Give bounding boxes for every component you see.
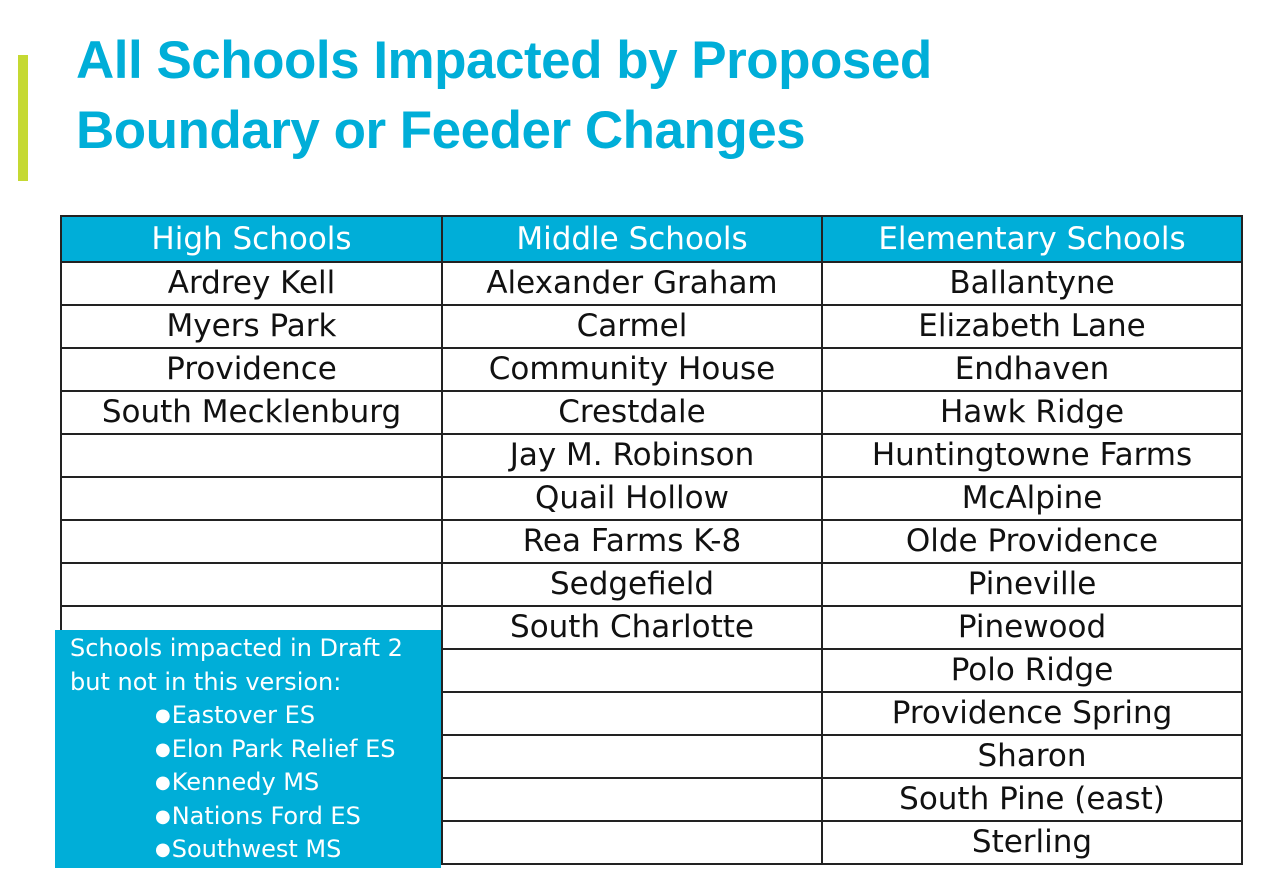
cell-high	[61, 563, 442, 606]
cell-elementary: Olde Providence	[822, 520, 1242, 563]
cell-elementary: Endhaven	[822, 348, 1242, 391]
cell-middle	[442, 649, 822, 692]
cell-elementary: Elizabeth Lane	[822, 305, 1242, 348]
cell-high: Ardrey Kell	[61, 262, 442, 305]
cell-elementary: Pineville	[822, 563, 1242, 606]
title-line-1: All Schools Impacted by Proposed	[76, 31, 932, 90]
cell-middle: Jay M. Robinson	[442, 434, 822, 477]
cell-high	[61, 477, 442, 520]
callout-line-1: Schools impacted in Draft 2	[70, 634, 403, 662]
table-row	[61, 477, 1242, 520]
header-elementary-schools: Elementary Schools	[822, 216, 1242, 262]
callout-line-2: but not in this version:	[70, 667, 342, 696]
cell-elementary: McAlpine	[822, 477, 1242, 520]
callout-item: ● Southwest MS	[155, 833, 441, 867]
cell-middle: South Charlotte	[442, 606, 822, 649]
cell-elementary: Sterling	[822, 821, 1242, 864]
cell-elementary: Huntingtowne Farms	[822, 434, 1242, 477]
page-title	[76, 26, 932, 166]
draft2-callout	[55, 630, 441, 868]
cell-elementary: Pinewood	[822, 606, 1242, 649]
callout-item: ● Eastover ES	[155, 699, 441, 733]
cell-middle: Crestdale	[442, 391, 822, 434]
cell-middle	[442, 735, 822, 778]
cell-elementary: Sharon	[822, 735, 1242, 778]
table-row	[61, 520, 1242, 563]
cell-middle	[442, 821, 822, 864]
cell-middle: Alexander Graham	[442, 262, 822, 305]
cell-middle: Quail Hollow	[442, 477, 822, 520]
table-row	[61, 305, 1242, 348]
cell-middle: Community House	[442, 348, 822, 391]
cell-high: South Mecklenburg	[61, 391, 442, 434]
table-row	[61, 262, 1242, 305]
cell-middle: Carmel	[442, 305, 822, 348]
cell-elementary: Polo Ridge	[822, 649, 1242, 692]
callout-item: ● Elon Park Relief ES	[155, 733, 441, 767]
table-row	[61, 348, 1242, 391]
cell-high: Providence	[61, 348, 442, 391]
cell-elementary: South Pine (east)	[822, 778, 1242, 821]
title-line-2: Boundary or Feeder Changes	[76, 101, 806, 160]
table-row	[61, 434, 1242, 477]
cell-high: Myers Park	[61, 305, 442, 348]
cell-middle	[442, 692, 822, 735]
header-high-schools: High Schools	[61, 216, 442, 262]
cell-elementary: Providence Spring	[822, 692, 1242, 735]
accent-bar	[18, 55, 28, 181]
cell-middle	[442, 778, 822, 821]
callout-item: ● Nations Ford ES	[155, 800, 441, 834]
header-middle-schools: Middle Schools	[442, 216, 822, 262]
callout-list	[70, 699, 441, 867]
cell-elementary: Hawk Ridge	[822, 391, 1242, 434]
cell-high	[61, 434, 442, 477]
header-row	[61, 216, 1242, 262]
cell-elementary: Ballantyne	[822, 262, 1242, 305]
cell-middle: Rea Farms K-8	[442, 520, 822, 563]
cell-high	[61, 520, 442, 563]
table-row	[61, 563, 1242, 606]
cell-middle: Sedgefield	[442, 563, 822, 606]
callout-item: ● Kennedy MS	[155, 766, 441, 800]
table-row	[61, 391, 1242, 434]
